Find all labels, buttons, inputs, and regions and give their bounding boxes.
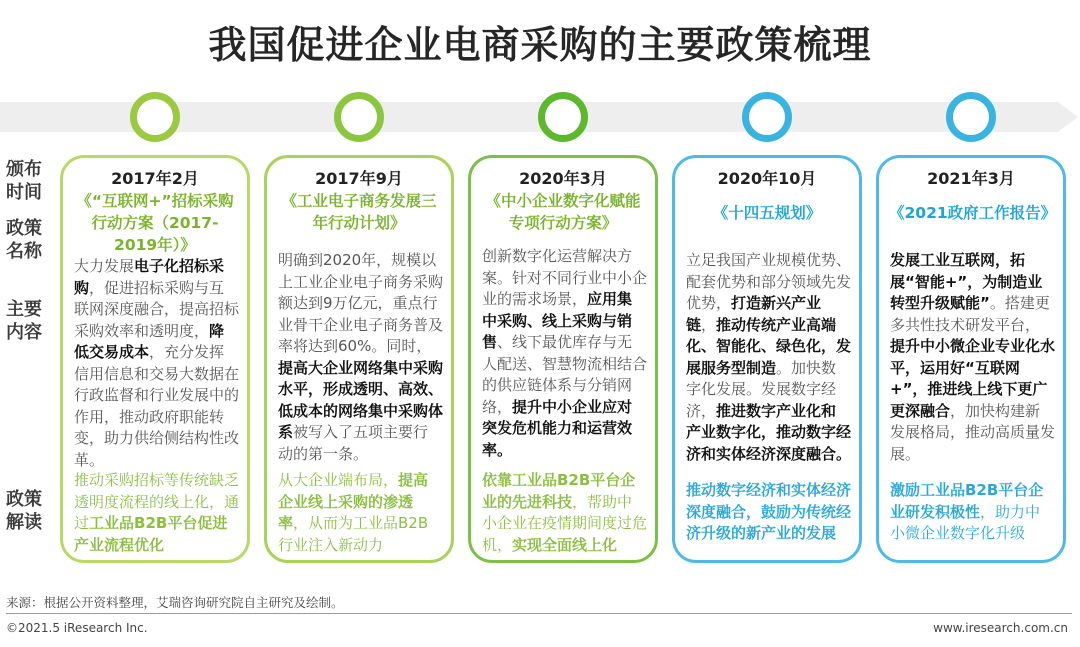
policy-name: 《“互联网+”招标采购行动方案（2017-2019年）》 bbox=[76, 192, 234, 254]
row-label-interpretation: 政策 解读 bbox=[6, 489, 42, 533]
policy-content: 创新数字化运营解决方案。针对不同行业中小企业的需求场景，应用集中采购、线上采购与销售、线下最优库存与无人配送、智慧物流相结合的供应链体系与分销网络，提升中小企业应对突发危机能力和运营效率。 bbox=[482, 247, 648, 459]
timeline-circle-1 bbox=[130, 92, 180, 142]
footer-divider bbox=[6, 613, 1072, 614]
row-label-content: 主要 内容 bbox=[6, 299, 42, 343]
timeline-circle-3 bbox=[538, 92, 588, 142]
policy-interpretation: 激励工业品B2B平台企业研发积极性，助力中小微企业数字化升级 bbox=[890, 481, 1044, 542]
timeline-circle-4 bbox=[742, 92, 792, 142]
policy-content: 立足我国产业规模优势、配套优势和部分领域先发优势，打造新兴产业链，推动传统产业高端化、智能化、绿色化，发展服务型制造。加快数字化发展。发展数字经济，推进数字产业化和产业数字化，推动数字经济和实体经济深度融合。 bbox=[686, 251, 852, 463]
policy-card-5 bbox=[876, 155, 1066, 563]
policy-name: 《2021政府工作报告》 bbox=[889, 204, 1057, 222]
policy-date: 2020年3月 bbox=[519, 169, 607, 188]
policy-card-1 bbox=[60, 155, 250, 563]
policy-date: 2021年3月 bbox=[927, 169, 1015, 188]
source-note: 来源：根据公开资料整理，艾瑞咨询研究院自主研究及绘制。 bbox=[6, 595, 344, 610]
policy-date: 2017年2月 bbox=[111, 169, 199, 188]
website-url: www.iresearch.com.cn bbox=[933, 621, 1068, 635]
policy-card-4 bbox=[672, 155, 862, 563]
policy-interpretation: 从大企业端布局，提高企业线上采购的渗透率，从而为工业品B2B行业注入新动力 bbox=[278, 471, 429, 554]
policy-card-3 bbox=[468, 155, 658, 563]
page-title: 我国促进企业电商采购的主要政策梳理 bbox=[208, 23, 872, 67]
copyright: ©2021.5 iResearch Inc. bbox=[6, 621, 148, 635]
policy-interpretation: 推动数字经济和实体经济深度融合，鼓励为传统经济升级的新产业的发展 bbox=[686, 481, 852, 542]
policy-date: 2020年10月 bbox=[717, 169, 817, 188]
policy-content: 明确到2020年，规模以上工业企业电子商务采购额达到9万亿元，重点行业骨干企业电子商务普及率将达到60%。同时，提高大企业网络集中采购水平，形成透明、高效、低成本的网络集中采购体系被写入了五项主要行动的第一条。 bbox=[278, 251, 444, 463]
row-label-name: 政策 名称 bbox=[6, 218, 42, 262]
policy-content: 发展工业互联网，拓展“智能+”，为制造业转型升级赋能”。搭建更多共性技术研发平台，提升中小微企业专业化水平，运用好“互联网+”，推进线上线下更广更深融合，加快构建新发展格局，推动高质量发展。 bbox=[890, 251, 1056, 463]
timeline-circle-5 bbox=[946, 92, 996, 142]
policy-content: 大力发展电子化招标采购，促进招标采购与互联网深度融合，提高招标采购效率和透明度，降低交易成本，充分发挥信用信息和交易大数据在行政监督和行业发展中的作用，推动政府职能转变，助力供给侧结构性改革。 bbox=[74, 257, 240, 469]
policy-date: 2017年9月 bbox=[315, 169, 403, 188]
policy-name: 《中小企业数字化赋能专项行动方案》 bbox=[485, 192, 641, 232]
policy-card-2 bbox=[264, 155, 454, 563]
row-label-date: 颁布 时间 bbox=[6, 159, 42, 203]
policy-name: 《十四五规划》 bbox=[712, 204, 822, 222]
policy-interpretation: 推动采购招标等传统缺乏透明度流程的线上化，通过工业品B2B平台促进产业流程优化 bbox=[74, 471, 240, 554]
policy-interpretation: 依靠工业品B2B平台企业的先进科技，帮助中小企业在疫情期间度过危机，实现全面线上化 bbox=[482, 471, 648, 554]
policy-name: 《工业电子商务发展三年行动计划》 bbox=[281, 192, 437, 232]
timeline-circle-2 bbox=[334, 92, 384, 142]
